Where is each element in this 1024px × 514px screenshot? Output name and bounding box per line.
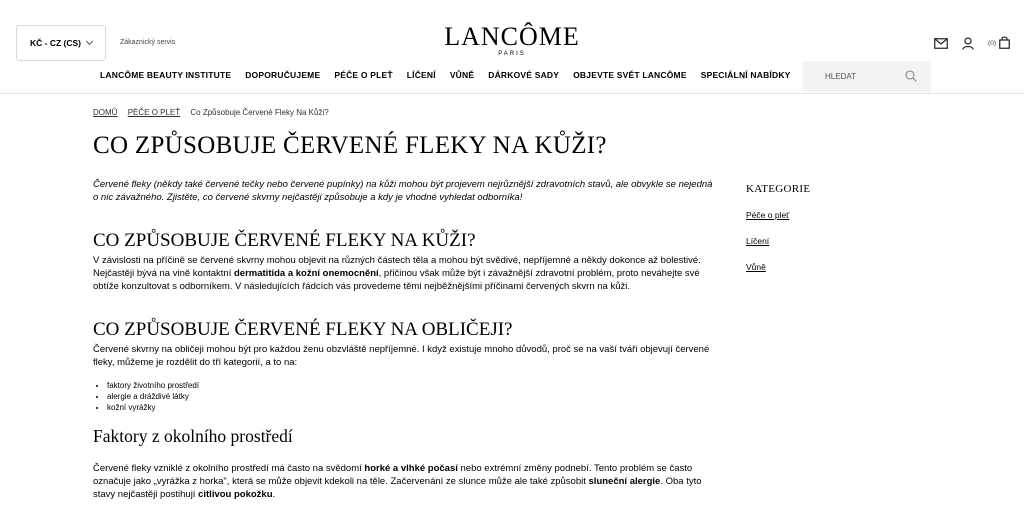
breadcrumb — [93, 108, 329, 117]
bold-dermatitis: dermatitida a kožní onemocnění — [234, 267, 379, 279]
cart-button[interactable] — [988, 36, 1010, 51]
nav-item-beauty-institute[interactable]: LANCÔME BEAUTY INSTITUTE — [100, 70, 232, 80]
nav-item-recommended[interactable]: DOPORUČUJEME — [245, 70, 321, 80]
main-nav — [100, 70, 791, 80]
logo-subtext: PARIS — [498, 51, 526, 57]
nav-item-offers[interactable]: SPECIÁLNÍ NABÍDKY — [700, 70, 791, 80]
article-intro: Červené fleky (někdy také červené tečky nebo červené pupínky) na kůži mohou být projevem nejrůznější zdravotních stavů, ale obvykle se nejedná o nic závažného. Zjistěte, co červené skvrny nejčastěji způsobuje a kdy je vhodné vyhledat odborníka! — [93, 179, 713, 203]
breadcrumb-skincare[interactable]: PÉČE O PLEŤ — [127, 108, 181, 117]
header-icons — [934, 36, 1010, 51]
sidebar-item-skincare[interactable]: Péče o pleť — [746, 210, 790, 220]
subsection-heading-environment: Faktory z okolního prostředí — [93, 426, 293, 446]
bag-icon — [999, 36, 1010, 51]
page-title: CO ZPŮSOBUJE ČERVENÉ FLEKY NA KŮŽI? — [93, 132, 607, 159]
nav-item-discover[interactable]: OBJEVTE SVĚT LANCÔME — [573, 70, 687, 80]
breadcrumb-current: Co Způsobuje Červené Fleky Na Kůži? — [190, 108, 329, 117]
locale-selector[interactable] — [16, 25, 106, 61]
locale-label: KČ - CZ (CS) — [30, 38, 81, 48]
section-paragraph-skin: V závislosti na příčině se červené skvrny mohou objevit na různých částech těla a mohou být svědivé, nepříjemné a někdy dokonce až bolestivé. Nejčastěji bývá na vině kontaktní dermatitida a kožní onemocnění, přičinou však může být i závažnější zdravotní problém, proto neváhejte své obtíže konzultovat s odborníkem. V následujících řádcích vás provedeme těmi nejběžnějšími příčinami červených skvrn na kůži. — [93, 255, 701, 292]
section-paragraph-face: Červené skvrny na obličeji mohou být pro každou ženu obzvláště nepříjemné. I když existuje mnoho důvodů, proč se na vaší tváři objevují červené fleky, můžeme je rozdělit do tří kategorií, a to na: — [93, 344, 710, 368]
list-item: • faktory životního prostředí — [107, 381, 199, 392]
chevron-down-icon — [86, 38, 93, 45]
search-placeholder: HLEDAT — [825, 72, 856, 81]
search-input[interactable] — [803, 61, 931, 92]
brand-logo[interactable] — [412, 24, 612, 57]
list-item: • alergie a dráždivé látky — [107, 392, 199, 403]
sidebar-item-makeup[interactable]: Líčení — [746, 236, 770, 246]
section-heading-skin: CO ZPŮSOBUJE ČERVENÉ FLEKY NA KŮŽI? — [93, 230, 476, 251]
breadcrumb-home[interactable]: DOMŮ — [93, 108, 118, 117]
mail-icon[interactable] — [934, 38, 948, 49]
nav-item-makeup[interactable]: LÍČENÍ — [406, 70, 436, 80]
section-heading-face: CO ZPŮSOBUJE ČERVENÉ FLEKY NA OBLIČEJI? — [93, 319, 513, 340]
nav-item-skincare[interactable]: PÉČE O PLEŤ — [334, 70, 393, 80]
sidebar-item-fragrance[interactable]: Vůně — [746, 262, 766, 272]
cart-count: (0) — [988, 40, 996, 47]
causes-list — [107, 381, 199, 413]
subsection-paragraph-environment: Červené fleky vzniklé z okolního prostředí má často na svědomí horké a vlhké počasí nebo extrémní změny podnebí. Tento problém se často označuje jako „vyrážka z horka", která se může objevit kdekoli na těle. Začervenání ze slunce může ale také způsobit sluneční alergie. Oba tyto stavy nejčastěji postihují citlivou pokožku. — [93, 463, 702, 500]
logo-text: LANCÔME — [444, 22, 580, 51]
nav-item-gift-sets[interactable]: DÁRKOVÉ SADY — [488, 70, 560, 80]
nav-item-fragrance[interactable]: VŮNĚ — [449, 70, 475, 80]
customer-service-link[interactable]: Zákaznický servis — [120, 39, 176, 46]
search-icon[interactable] — [905, 70, 917, 84]
account-icon[interactable] — [962, 37, 974, 50]
category-sidebar — [746, 183, 810, 272]
sidebar-title: KATEGORIE — [746, 183, 811, 195]
list-item: • kožní vyrážky — [107, 403, 199, 414]
site-header — [0, 0, 1024, 94]
